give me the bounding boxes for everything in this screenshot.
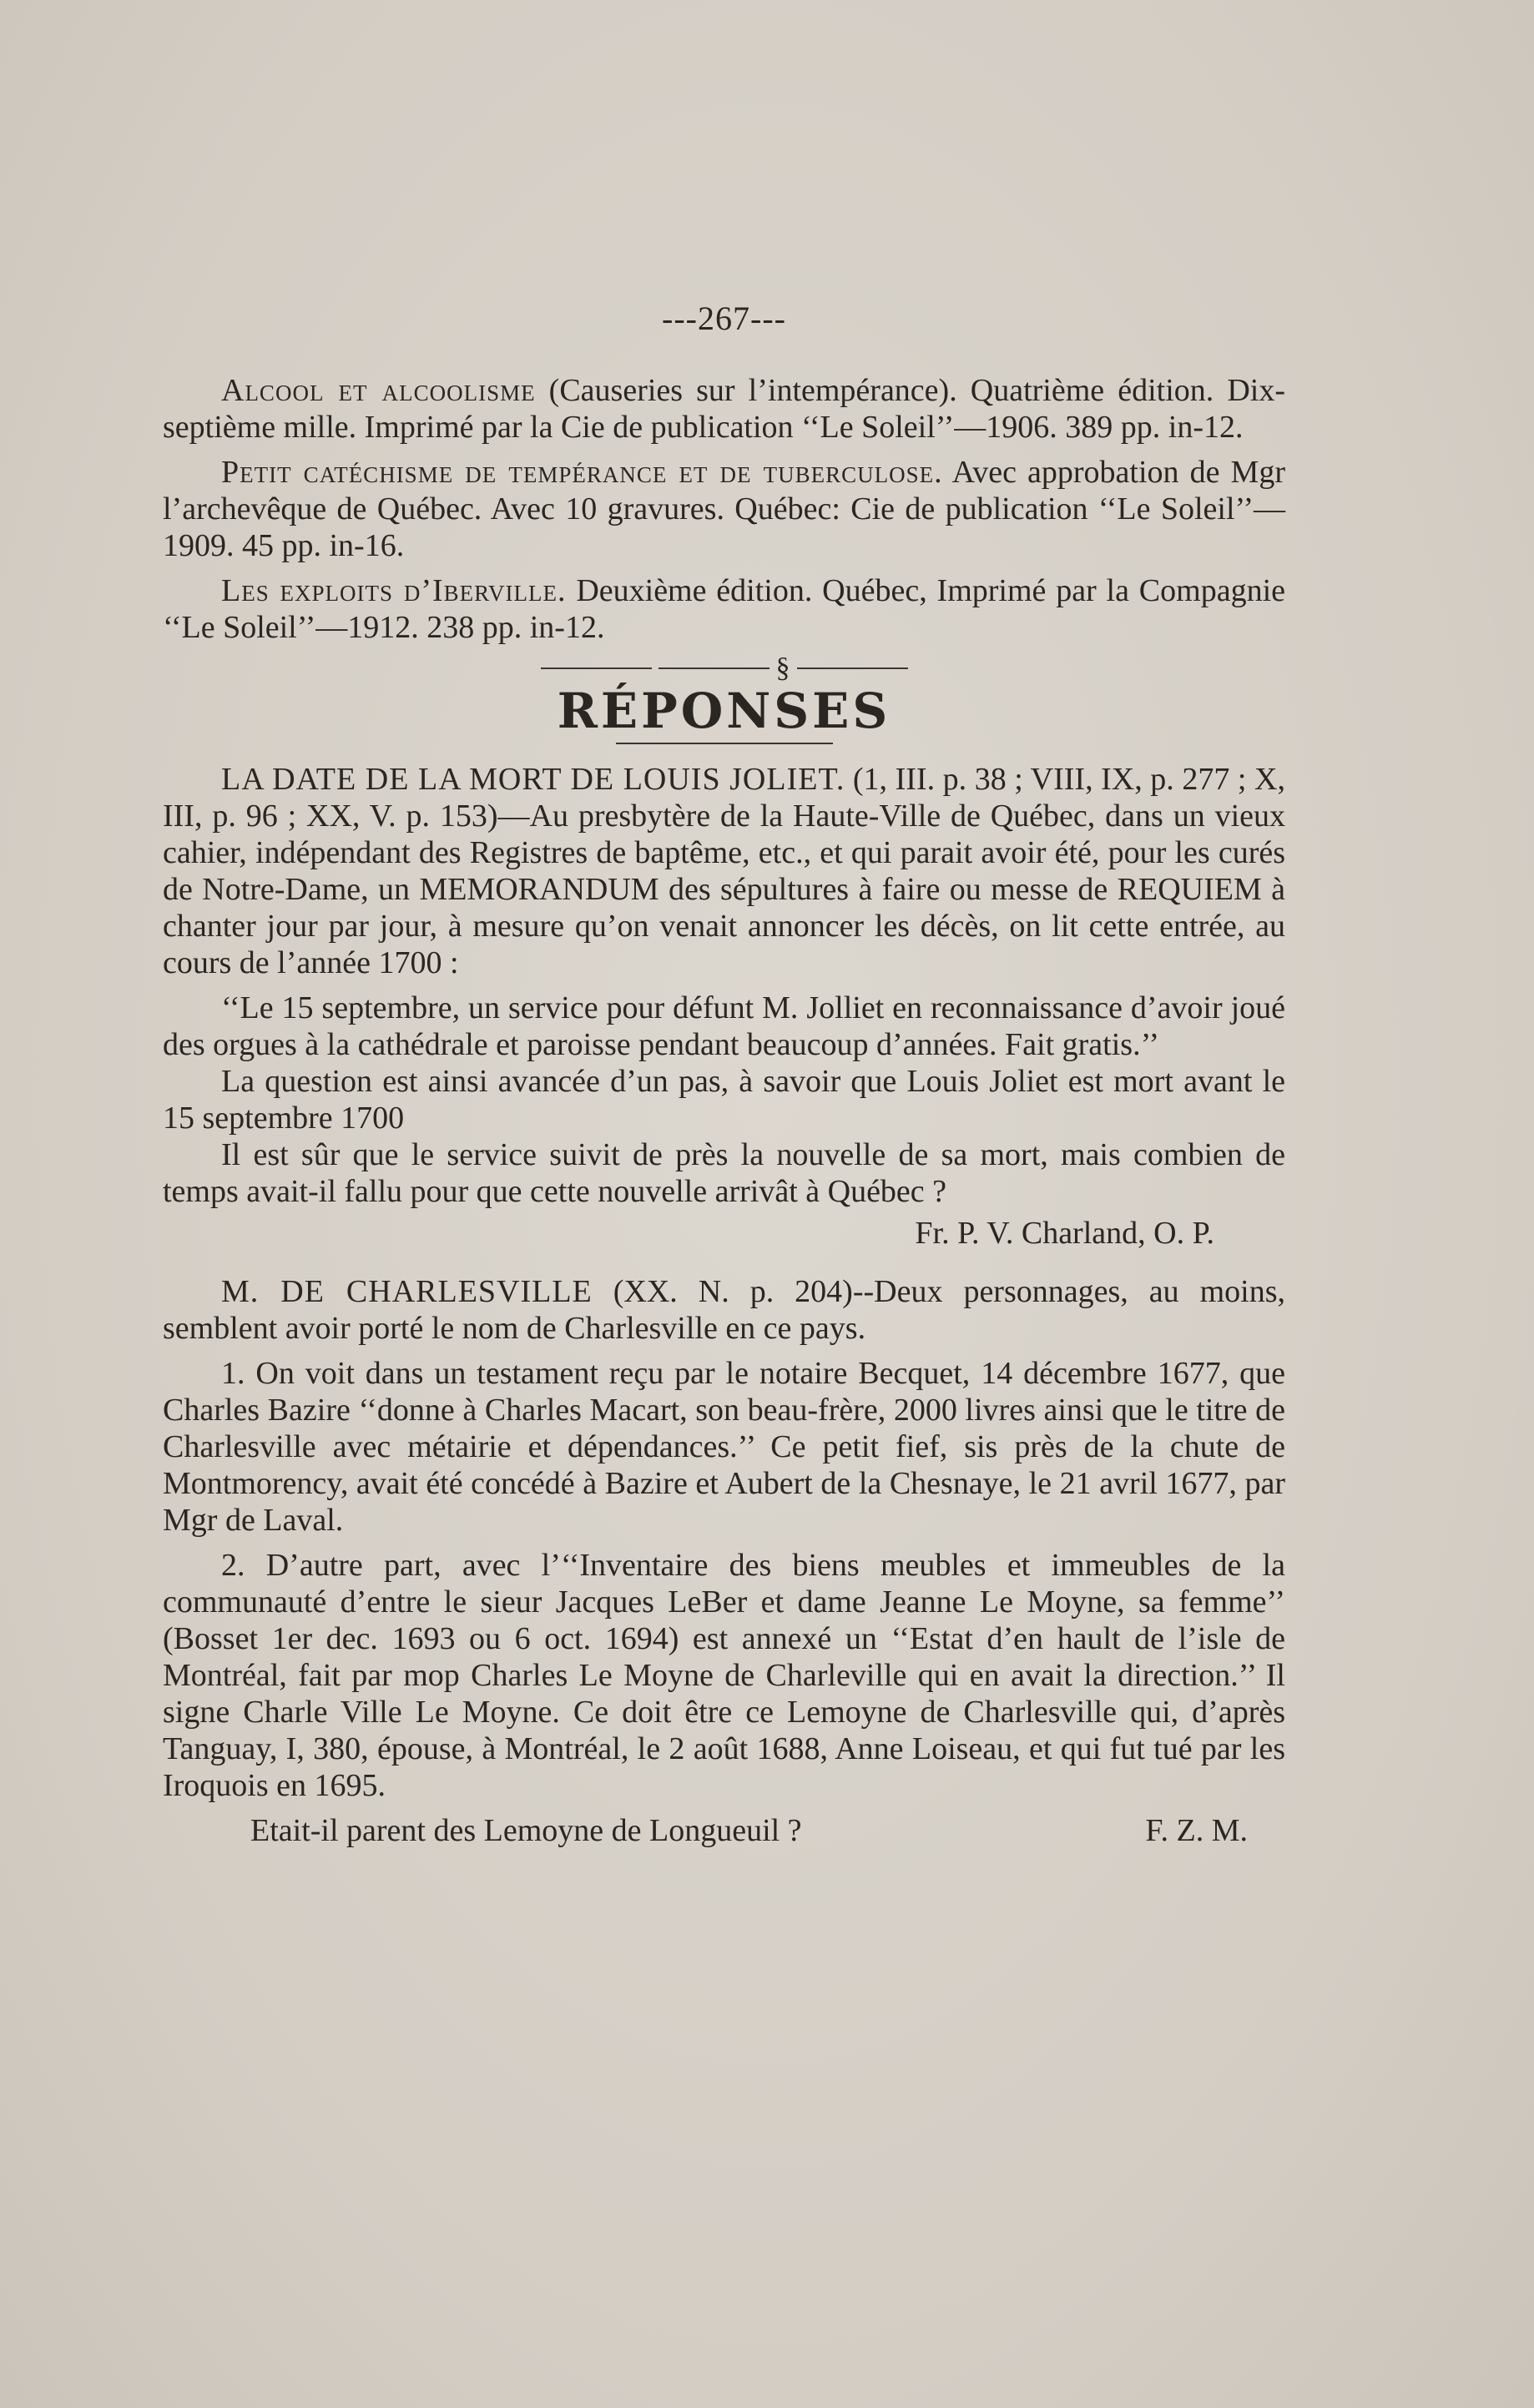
section-separator (541, 654, 908, 683)
separator-line (797, 667, 908, 669)
article-text: (1, III. p. 38 ; VIII, IX, p. 277 ; X, III, p. 96 ; XX, V. p. 153)—Au presbytère de la Haute-Ville de Québec, dans un vieux cahier, indépendant des Registres de baptême, etc., et qui parait avoir été, pour les curés de Notre-Dame, un MEMORANDUM des sépultures à faire ou messe de REQUIEM à chanter jour par jour, à mesure qu’on venait annoncer les décès, on lit cette entrée, au cours de l’année 1700 : (163, 762, 1285, 980)
joliet-intro (163, 761, 1285, 981)
charlesville-intro (163, 1273, 1285, 1347)
closing-line (163, 1812, 1285, 1849)
author-signature: F. Z. M. (1145, 1813, 1248, 1848)
entry-text: (Causeries sur l’intempérance). Quatrième édition. Dix-septième mille. Imprimé par la Cie de publication ‘‘Le Soleil’’—1906. 389 pp. in-12. (163, 373, 1286, 445)
author-signature: Fr. P. V. Charland, O. P. (915, 1216, 1214, 1251)
page-content (163, 300, 1285, 1849)
entry-title: Alcool et alcoolisme (221, 373, 536, 408)
entry-title: Petit catéchisme de tempérance et de tuberculose. (221, 455, 943, 490)
bibliography-entry (163, 572, 1285, 646)
entry-text: Deuxième édition. Québec, Imprimé par la Compagnie ‘‘Le Soleil’’—1912. 238 pp. in-12. (163, 573, 1285, 645)
bibliography-entry (163, 372, 1285, 446)
section-sign: § (775, 652, 790, 683)
joliet-paragraph: Il est sûr que le service suivit de près la nouvelle de sa mort, mais combien de temps avait-il fallu pour que cette nouvelle arrivât à Québec ? (163, 1137, 1285, 1209)
section-heading: RÉPONSES (557, 683, 891, 739)
joliet-paragraph: La question est ainsi avancée d’un pas, à savoir que Louis Joliet est mort avant le 15 septembre 1700 (163, 1064, 1285, 1136)
charlesville-item-1: 1. On voit dans un testament reçu par le notaire Becquet, 14 décembre 1677, que Charles Bazire ‘‘donne à Charles Macart, son beau-frère, 2000 livres ainsi que le titre de Charlesville avec métairie et dépendances.’’ Ce petit fief, sis près de la chute de Montmorency, avait été concédé à Bazire et Aubert de la Chesnaye, le 21 avril 1677, par Mgr de Laval. (163, 1356, 1285, 1538)
separator-line (541, 667, 652, 669)
separator-line (659, 667, 770, 669)
article-title: M. DE CHARLESVILLE (221, 1274, 593, 1309)
heading-rule (616, 743, 833, 744)
closing-question: Etait-il parent des Lemoyne de Longueuil ? (250, 1813, 802, 1848)
bibliography-entry (163, 454, 1285, 564)
article-title: LA DATE DE LA MORT DE LOUIS JOLIET. (221, 762, 845, 797)
entry-text: Avec approbation de Mgr l’archevêque de Québec. Avec 10 gravures. Québec: Cie de publication ‘‘Le Soleil’’—1909. 45 pp. in-16. (163, 455, 1285, 563)
joliet-quote: ‘‘Le 15 septembre, un service pour défunt M. Jolliet en reconnaissance d’avoir joué des orgues à la cathédrale et paroisse pendant beaucoup d’années. Fait gratis.’’ (163, 990, 1285, 1062)
page-number: ---267--- (662, 300, 786, 337)
entry-title: Les exploits d’Iberville. (221, 573, 567, 608)
charlesville-item-2: 2. D’autre part, avec l’‘‘Inventaire des biens meubles et immeubles de la communauté d’entre le sieur Jacques LeBer et dame Jeanne Le Moyne, sa femme’’ (Bosset 1er dec. 1693 ou 6 oct. 1694) est annexé un ‘‘Estat d’en hault de l’isle de Montréal, fait par mop Charles Le Moyne de Charleville qui en avait la direction.’’ Il signe Charle Ville Le Moyne. Ce doit être ce Lemoyne de Charlesville qui, d’après Tanguay, I, 380, épouse, à Montréal, le 2 août 1688, Anne Loiseau, et qui fut tué par les Iroquois en 1695. (163, 1548, 1285, 1803)
article-text: (XX. N. p. 204)--Deux personnages, au moins, semblent avoir porté le nom de Charlesville en ce pays. (163, 1274, 1285, 1346)
